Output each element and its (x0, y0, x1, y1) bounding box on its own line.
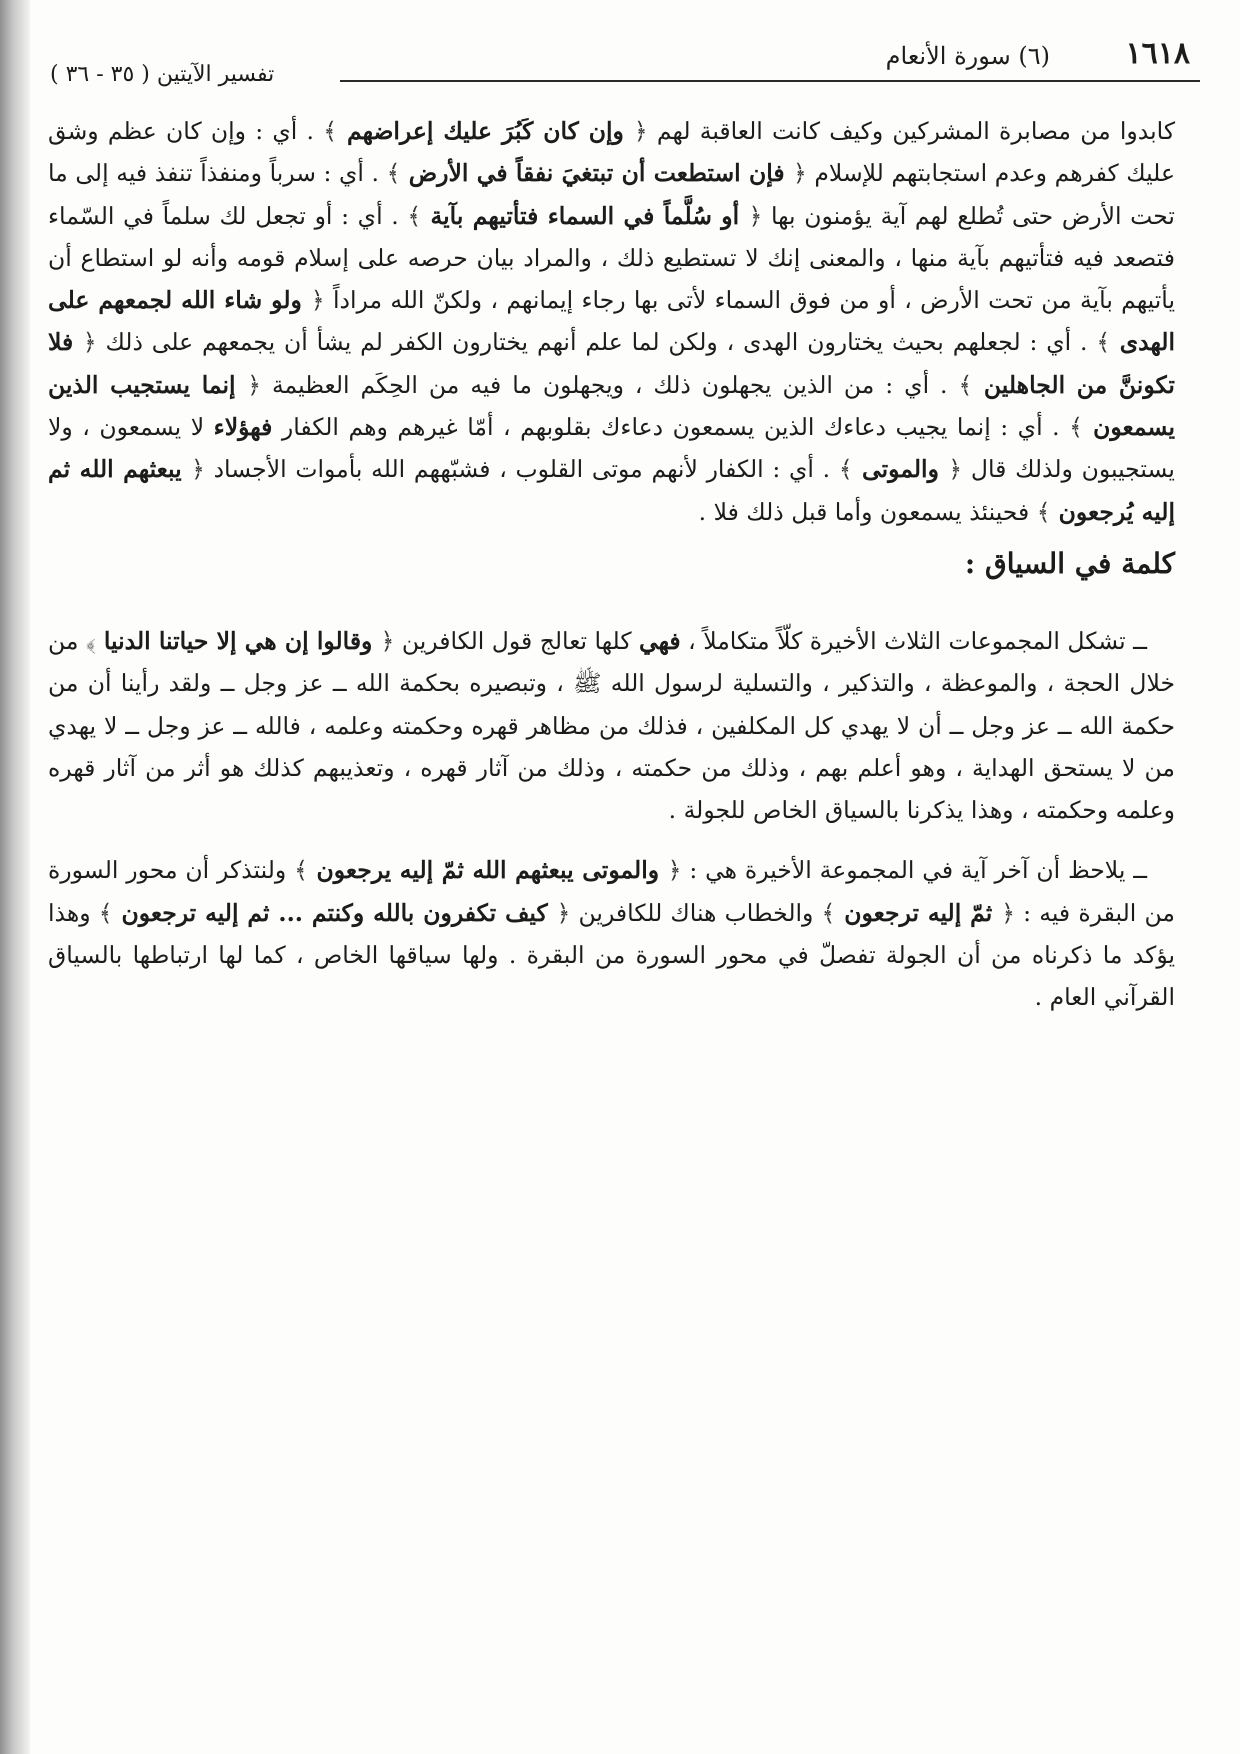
quran-quote: ﴿ ثمّ إليه ترجعون ﴾ (821, 898, 1015, 927)
quran-quote: ﴿ كيف تكفرون بالله وكنتم ... ثم إليه ترجعون ﴾ (98, 898, 571, 927)
tafsir-paragraph: كابدوا من مصابرة المشركين وكيف كانت العاقبة لهم ﴿ وإن كان كَبُرَ عليك إعراضهم ﴾ . أي : وإن كان عظم وشق عليك كفرهم وعدم استجابتهم للإسلام ﴿ فإن استطعت أن تبتغيَ نفقاً في الأرض ﴾ . أي : سرباً ومنفذاً تنفذ فيه إلى ما تحت الأرض حتى تُطلع لهم آية يؤمنون بها ﴿ أو سُلَّماً في السماء فتأتيهم بآية ﴾ . أي : أو تجعل لك سلماً في السّماء فتصعد فيه فتأتيهم بآية منها ، والمعنى إنك لا تستطيع ذلك ، والمراد بيان حرصه على إسلام قومه وأنه لو استطاع أن يأتيهم بآية من تحت الأرض ، أو من فوق السماء لأتى بها رجاء إيمانهم ، ولكنّ الله مراداً ﴿ ولو شاء الله لجمعهم على الهدى ﴾ . أي : لجعلهم بحيث يختارون الهدى ، ولكن لما علم أنهم يختارون الكفر لم يشأ أن يجمعهم على ذلك ﴿ فلا تكوننَّ من الجاهلين ﴾ . أي : من الذين يجهلون ذلك ، ويجهلون ما فيه من الحِكَم العظيمة ﴿ إنما يستجيب الذين يسمعون ﴾ . أي : إنما يجيب دعاءك الذين يسمعون دعاءك بقلوبهم ، أمّا غيرهم وهم الكفار فهؤلاء لا يسمعون ، ولا يستجيبون ولذلك قال ﴿ والموتى ﴾ . أي : الكفار لأنهم موتى القلوب ، فشبّههم الله بأموات الأجساد ﴿ يبعثهم الله ثم إليه يُرجعون ﴾ فحينئذ يسمعون وأما قبل ذلك فلا . (48, 117, 1176, 526)
quran-quote: ﴿ وإن كان كَبُرَ عليك إعراضهم ﴾ (323, 117, 648, 145)
verses-reference: تفسير الآيتين ( ٣٥ - ٣٦ ) (50, 62, 275, 87)
page-header (40, 36, 1200, 88)
quran-quote: ﴿ فلا تكوننَّ من الجاهلين ﴾ (48, 328, 1175, 399)
page-body (48, 110, 1175, 1029)
quran-quote: ﴿ ولو شاء الله لجمعهم على الهدى ﴾ (48, 286, 1175, 357)
quran-quote: ﴿ والموتى يبعثهم الله ثمّ إليه يرجعون ﴾ (294, 856, 682, 885)
header-divider (340, 80, 1200, 82)
quran-quote: ﴿ يبعثهم الله ثم إليه يُرجعون ﴾ (48, 455, 1175, 526)
surah-title: (٦) سورة الأنعام (885, 42, 1050, 70)
section-heading: كلمة في السياق : (964, 546, 1175, 580)
quran-quote: ﴿ أو سُلَّماً في السماء فتأتيهم بآية ﴾ (407, 201, 763, 230)
quran-quote: ﴿ فإن استطعت أن تبتغيَ نفقاً في الأرض ﴾ (386, 159, 807, 188)
context-paragraph: ــ يلاحظ أن آخر آية في المجموعة الأخيرة هي : ﴿ والموتى يبعثهم الله ثمّ إليه يرجعون ﴾ ولنتذكر أن محور السورة من البقرة فيه : ﴿ ثمّ إليه ترجعون ﴾ والخطاب هناك للكافرين ﴿ كيف تكفرون بالله وكنتم ... ثم إليه ترجعون ﴾ وهذا يؤكد ما ذكرناه من أن الجولة تفصلّ في محور السورة من البقرة . ولها سياقها الخاص ، كما لها ارتباطها بالسياق القرآني العام . (48, 856, 1175, 1012)
quran-quote: ﴿ إنما يستجيب الذين يسمعون ﴾ (48, 370, 1175, 442)
context-paragraph: ــ تشكل المجموعات الثلاث الأخيرة كلّاً متكاملاً ، فهي كلها تعالج قول الكافرين ﴿ وقالوا إن هي إلا حياتنا الدنيا ﴾ من خلال الحجة ، والموعظة ، والتذكير ، والتسلية لرسول الله ﷺ ، وتبصيره بحكمة الله ــ عز وجل ــ ولقد رأينا أن من حكمة الله ــ عز وجل ــ أن لا يهدي كل المكلفين ، فذلك من مظاهر قهره وحكمته وعلمه ، فالله ــ عز وجل ــ لا يهدي من لا يستحق الهداية ، وهو أعلم بهم ، وذلك من حكمته ، وذلك من آثار قهره ، وتعذيبهم كذلك هو أثر من آثار قهره وعلمه وحكمته ، وهذا يذكرنا بالسياق الخاص للجولة . (48, 626, 1175, 825)
quran-quote: ﴿ والموتى ﴾ (838, 455, 963, 484)
page-number: ١٦١٨ (1125, 36, 1190, 71)
binding-gutter-shadow (0, 0, 30, 1754)
quran-quote: ﴿ وقالوا إن هي إلا حياتنا الدنيا ﴾ (85, 626, 395, 655)
